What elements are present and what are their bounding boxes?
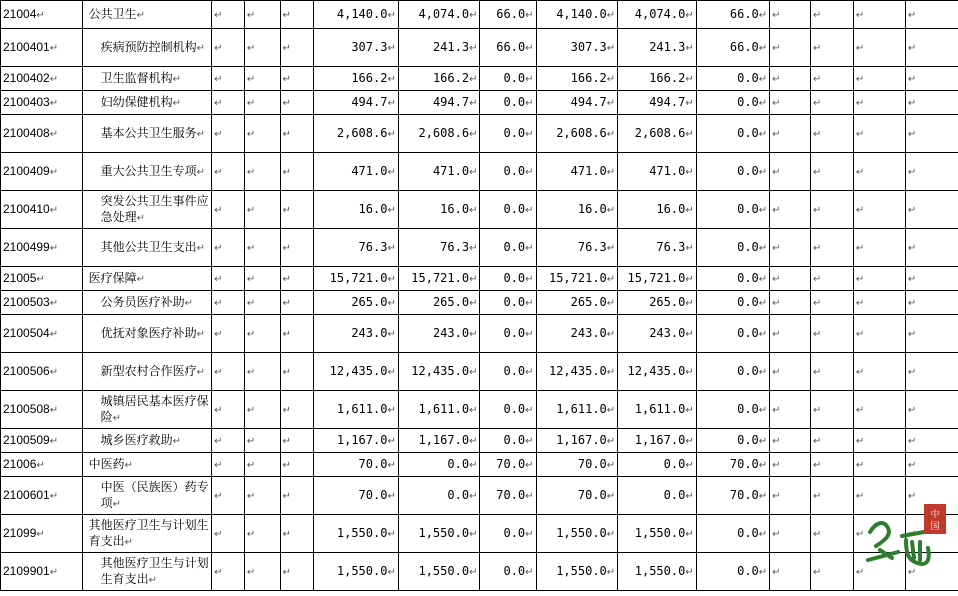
empty-cell: ↵ (853, 229, 905, 267)
empty-cell: ↵ (810, 67, 853, 91)
empty-cell: ↵ (905, 91, 958, 115)
empty-cell: ↵ (280, 477, 314, 515)
empty-cell: ↵ (212, 429, 245, 453)
empty-cell: ↵ (905, 153, 958, 191)
value-cell: 166.2↵ (314, 67, 399, 91)
value-cell: 70.0↵ (536, 477, 618, 515)
empty-cell: ↵ (244, 67, 280, 91)
value-cell: 12,435.0↵ (398, 353, 480, 391)
value-cell: 0.0↵ (480, 191, 536, 229)
value-cell: 241.3↵ (398, 29, 480, 67)
row-code-cell: 21004↵ (1, 1, 83, 29)
empty-cell: ↵ (853, 267, 905, 291)
table-row (1, 229, 958, 267)
value-cell: 4,074.0↵ (618, 1, 697, 29)
empty-cell: ↵ (280, 229, 314, 267)
value-cell: 243.0↵ (536, 315, 618, 353)
row-name-cell: 优抚对象医疗补助↵ (82, 315, 212, 353)
row-code-cell: 2100506↵ (1, 353, 83, 391)
row-name-cell: 其他公共卫生支出↵ (82, 229, 212, 267)
value-cell: 76.3↵ (398, 229, 480, 267)
value-cell: 15,721.0↵ (314, 267, 399, 291)
empty-cell: ↵ (212, 115, 245, 153)
value-cell: 0.0↵ (696, 229, 769, 267)
row-name-cell: 中医（民族医）药专项↵ (82, 477, 212, 515)
empty-cell: ↵ (280, 429, 314, 453)
value-cell: 1,550.0↵ (618, 515, 697, 553)
row-code-cell: 2100402↵ (1, 67, 83, 91)
value-cell: 494.7↵ (536, 91, 618, 115)
row-code-cell: 2100508↵ (1, 391, 83, 429)
value-cell: 307.3↵ (314, 29, 399, 67)
empty-cell: ↵ (905, 291, 958, 315)
empty-cell: ↵ (280, 91, 314, 115)
empty-cell: ↵ (280, 453, 314, 477)
empty-cell: ↵ (770, 153, 811, 191)
value-cell: 166.2↵ (398, 67, 480, 91)
empty-cell: ↵ (853, 477, 905, 515)
value-cell: 16.0↵ (536, 191, 618, 229)
row-name-cell: 公务员医疗补助↵ (82, 291, 212, 315)
value-cell: 4,074.0↵ (398, 1, 480, 29)
empty-cell: ↵ (810, 191, 853, 229)
row-name-cell: 医疗保障↵ (82, 267, 212, 291)
svg-text:中: 中 (930, 510, 940, 520)
value-cell: 76.3↵ (618, 229, 697, 267)
empty-cell: ↵ (280, 115, 314, 153)
empty-cell: ↵ (244, 191, 280, 229)
value-cell: 12,435.0↵ (536, 353, 618, 391)
empty-cell: ↵ (810, 291, 853, 315)
empty-cell: ↵ (853, 191, 905, 229)
empty-cell: ↵ (770, 315, 811, 353)
table-row (1, 153, 958, 191)
value-cell: 0.0↵ (480, 115, 536, 153)
value-cell: 0.0↵ (480, 91, 536, 115)
value-cell: 0.0↵ (696, 91, 769, 115)
empty-cell: ↵ (770, 429, 811, 453)
empty-cell: ↵ (244, 229, 280, 267)
value-cell: 0.0↵ (398, 453, 480, 477)
empty-cell: ↵ (810, 153, 853, 191)
value-cell: 2,608.6↵ (314, 115, 399, 153)
empty-cell: ↵ (770, 353, 811, 391)
value-cell: 0.0↵ (696, 391, 769, 429)
value-cell: 0.0↵ (480, 315, 536, 353)
empty-cell: ↵ (280, 1, 314, 29)
value-cell: 265.0↵ (314, 291, 399, 315)
value-cell: 1,550.0↵ (314, 515, 399, 553)
empty-cell: ↵ (280, 515, 314, 553)
value-cell: 16.0↵ (618, 191, 697, 229)
value-cell: 2,608.6↵ (618, 115, 697, 153)
empty-cell: ↵ (244, 553, 280, 591)
empty-cell: ↵ (770, 191, 811, 229)
value-cell: 76.3↵ (314, 229, 399, 267)
table-row (1, 515, 958, 553)
empty-cell: ↵ (853, 1, 905, 29)
table-row (1, 391, 958, 429)
row-name-cell: 重大公共卫生专项↵ (82, 153, 212, 191)
empty-cell: ↵ (244, 267, 280, 291)
value-cell: 1,611.0↵ (618, 391, 697, 429)
row-code-cell: 21005↵ (1, 267, 83, 291)
row-name-cell: 其他医疗卫生与计划生育支出↵ (82, 515, 212, 553)
empty-cell: ↵ (244, 1, 280, 29)
value-cell: 0.0↵ (480, 267, 536, 291)
value-cell: 0.0↵ (696, 267, 769, 291)
watermark-calligraphy (868, 523, 929, 564)
empty-cell: ↵ (280, 29, 314, 67)
table-row (1, 191, 958, 229)
empty-cell: ↵ (770, 67, 811, 91)
table-row (1, 115, 958, 153)
svg-text:国: 国 (930, 522, 940, 532)
empty-cell: ↵ (905, 429, 958, 453)
value-cell: 0.0↵ (696, 429, 769, 453)
empty-cell: ↵ (244, 453, 280, 477)
empty-cell: ↵ (853, 115, 905, 153)
value-cell: 4,140.0↵ (314, 1, 399, 29)
empty-cell: ↵ (212, 229, 245, 267)
table-row (1, 1, 958, 29)
value-cell: 471.0↵ (536, 153, 618, 191)
value-cell: 0.0↵ (696, 191, 769, 229)
empty-cell: ↵ (280, 291, 314, 315)
empty-cell: ↵ (853, 91, 905, 115)
value-cell: 265.0↵ (398, 291, 480, 315)
value-cell: 66.0↵ (480, 29, 536, 67)
table-row (1, 67, 958, 91)
empty-cell: ↵ (244, 153, 280, 191)
empty-cell: ↵ (244, 391, 280, 429)
table-row (1, 315, 958, 353)
empty-cell: ↵ (905, 315, 958, 353)
empty-cell: ↵ (810, 229, 853, 267)
value-cell: 0.0↵ (618, 477, 697, 515)
value-cell: 16.0↵ (314, 191, 399, 229)
value-cell: 12,435.0↵ (618, 353, 697, 391)
empty-cell: ↵ (280, 153, 314, 191)
empty-cell: ↵ (212, 553, 245, 591)
row-name-cell: 其他医疗卫生与计划生育支出↵ (82, 553, 212, 591)
value-cell: 1,167.0↵ (618, 429, 697, 453)
empty-cell: ↵ (853, 429, 905, 453)
empty-cell: ↵ (905, 1, 958, 29)
empty-cell: ↵ (770, 477, 811, 515)
value-cell: 0.0↵ (696, 115, 769, 153)
table-row (1, 553, 958, 591)
empty-cell: ↵ (905, 353, 958, 391)
watermark-logo (862, 502, 952, 572)
empty-cell: ↵ (853, 453, 905, 477)
value-cell: 70.0↵ (480, 477, 536, 515)
empty-cell: ↵ (905, 477, 958, 515)
empty-cell: ↵ (810, 115, 853, 153)
row-code-cell: 2100509↵ (1, 429, 83, 453)
empty-cell: ↵ (905, 267, 958, 291)
value-cell: 0.0↵ (618, 453, 697, 477)
empty-cell: ↵ (212, 67, 245, 91)
empty-cell: ↵ (244, 515, 280, 553)
empty-cell: ↵ (810, 91, 853, 115)
value-cell: 15,721.0↵ (398, 267, 480, 291)
value-cell: 4,140.0↵ (536, 1, 618, 29)
value-cell: 15,721.0↵ (618, 267, 697, 291)
value-cell: 66.0↵ (696, 1, 769, 29)
value-cell: 243.0↵ (398, 315, 480, 353)
empty-cell: ↵ (212, 153, 245, 191)
empty-cell: ↵ (810, 267, 853, 291)
value-cell: 471.0↵ (618, 153, 697, 191)
value-cell: 0.0↵ (480, 291, 536, 315)
value-cell: 0.0↵ (480, 391, 536, 429)
value-cell: 1,550.0↵ (536, 515, 618, 553)
value-cell: 16.0↵ (398, 191, 480, 229)
row-code-cell: 2100503↵ (1, 291, 83, 315)
empty-cell: ↵ (853, 553, 905, 591)
empty-cell: ↵ (810, 553, 853, 591)
value-cell: 0.0↵ (696, 353, 769, 391)
empty-cell: ↵ (853, 291, 905, 315)
value-cell: 494.7↵ (618, 91, 697, 115)
row-code-cell: 21006↵ (1, 453, 83, 477)
value-cell: 70.0↵ (696, 453, 769, 477)
empty-cell: ↵ (770, 91, 811, 115)
value-cell: 70.0↵ (314, 453, 399, 477)
row-code-cell: 2100410↵ (1, 191, 83, 229)
empty-cell: ↵ (770, 115, 811, 153)
value-cell: 66.0↵ (480, 1, 536, 29)
row-code-cell: 2100403↵ (1, 91, 83, 115)
empty-cell: ↵ (810, 453, 853, 477)
value-cell: 1,611.0↵ (536, 391, 618, 429)
value-cell: 1,550.0↵ (398, 553, 480, 591)
value-cell: 66.0↵ (696, 29, 769, 67)
row-code-cell: 2100401↵ (1, 29, 83, 67)
empty-cell: ↵ (770, 29, 811, 67)
empty-cell: ↵ (810, 353, 853, 391)
value-cell: 471.0↵ (398, 153, 480, 191)
value-cell: 166.2↵ (536, 67, 618, 91)
row-code-cell: 2100409↵ (1, 153, 83, 191)
row-code-cell: 2100504↵ (1, 315, 83, 353)
value-cell: 0.0↵ (480, 515, 536, 553)
value-cell: 0.0↵ (696, 67, 769, 91)
row-name-cell: 卫生监督机构↵ (82, 67, 212, 91)
empty-cell: ↵ (770, 1, 811, 29)
value-cell: 265.0↵ (618, 291, 697, 315)
value-cell: 1,167.0↵ (536, 429, 618, 453)
empty-cell: ↵ (905, 29, 958, 67)
value-cell: 15,721.0↵ (536, 267, 618, 291)
empty-cell: ↵ (244, 115, 280, 153)
value-cell: 265.0↵ (536, 291, 618, 315)
empty-cell: ↵ (212, 191, 245, 229)
empty-cell: ↵ (280, 315, 314, 353)
empty-cell: ↵ (770, 453, 811, 477)
value-cell: 0.0↵ (398, 477, 480, 515)
value-cell: 0.0↵ (696, 315, 769, 353)
empty-cell: ↵ (770, 267, 811, 291)
empty-cell: ↵ (212, 453, 245, 477)
row-code-cell: 2100499↵ (1, 229, 83, 267)
empty-cell: ↵ (853, 391, 905, 429)
empty-cell: ↵ (905, 553, 958, 591)
row-name-cell: 新型农村合作医疗↵ (82, 353, 212, 391)
value-cell: 1,550.0↵ (398, 515, 480, 553)
empty-cell: ↵ (244, 91, 280, 115)
value-cell: 0.0↵ (480, 229, 536, 267)
empty-cell: ↵ (853, 353, 905, 391)
empty-cell: ↵ (244, 429, 280, 453)
value-cell: 0.0↵ (480, 67, 536, 91)
empty-cell: ↵ (810, 515, 853, 553)
row-code-cell: 21099↵ (1, 515, 83, 553)
empty-cell: ↵ (810, 477, 853, 515)
table-row (1, 291, 958, 315)
row-name-cell: 基本公共卫生服务↵ (82, 115, 212, 153)
value-cell: 1,550.0↵ (314, 553, 399, 591)
row-name-cell: 突发公共卫生事件应急处理↵ (82, 191, 212, 229)
empty-cell: ↵ (212, 291, 245, 315)
value-cell: 1,611.0↵ (398, 391, 480, 429)
empty-cell: ↵ (212, 391, 245, 429)
empty-cell: ↵ (853, 67, 905, 91)
empty-cell: ↵ (280, 267, 314, 291)
empty-cell: ↵ (212, 267, 245, 291)
empty-cell: ↵ (770, 553, 811, 591)
value-cell: 471.0↵ (314, 153, 399, 191)
empty-cell: ↵ (905, 391, 958, 429)
value-cell: 1,550.0↵ (536, 553, 618, 591)
row-code-cell: 2100408↵ (1, 115, 83, 153)
table-row (1, 429, 958, 453)
empty-cell: ↵ (212, 91, 245, 115)
empty-cell: ↵ (244, 29, 280, 67)
value-cell: 0.0↵ (480, 153, 536, 191)
row-code-cell: 2100601↵ (1, 477, 83, 515)
value-cell: 0.0↵ (480, 353, 536, 391)
value-cell: 1,167.0↵ (314, 429, 399, 453)
value-cell: 70.0↵ (480, 453, 536, 477)
empty-cell: ↵ (280, 553, 314, 591)
value-cell: 243.0↵ (314, 315, 399, 353)
value-cell: 70.0↵ (536, 453, 618, 477)
value-cell: 76.3↵ (536, 229, 618, 267)
table-row (1, 91, 958, 115)
empty-cell: ↵ (810, 1, 853, 29)
empty-cell: ↵ (212, 477, 245, 515)
row-name-cell: 中医药↵ (82, 453, 212, 477)
value-cell: 166.2↵ (618, 67, 697, 91)
value-cell: 2,608.6↵ (536, 115, 618, 153)
value-cell: 1,550.0↵ (618, 553, 697, 591)
value-cell: 70.0↵ (314, 477, 399, 515)
empty-cell: ↵ (244, 291, 280, 315)
empty-cell: ↵ (905, 115, 958, 153)
row-name-cell: 疾病预防控制机构↵ (82, 29, 212, 67)
empty-cell: ↵ (244, 353, 280, 391)
value-cell: 0.0↵ (696, 153, 769, 191)
empty-cell: ↵ (905, 191, 958, 229)
empty-cell: ↵ (212, 353, 245, 391)
empty-cell: ↵ (280, 67, 314, 91)
value-cell: 70.0↵ (696, 477, 769, 515)
empty-cell: ↵ (853, 515, 905, 553)
value-cell: 0.0↵ (696, 515, 769, 553)
row-name-cell: 公共卫生↵ (82, 1, 212, 29)
table-row (1, 267, 958, 291)
row-name-cell: 妇幼保健机构↵ (82, 91, 212, 115)
value-cell: 0.0↵ (696, 553, 769, 591)
value-cell: 0.0↵ (480, 429, 536, 453)
value-cell: 1,611.0↵ (314, 391, 399, 429)
empty-cell: ↵ (212, 515, 245, 553)
empty-cell: ↵ (280, 191, 314, 229)
empty-cell: ↵ (810, 29, 853, 67)
empty-cell: ↵ (853, 315, 905, 353)
table-row (1, 353, 958, 391)
row-name-cell: 城镇居民基本医疗保险↵ (82, 391, 212, 429)
empty-cell: ↵ (770, 391, 811, 429)
empty-cell: ↵ (853, 29, 905, 67)
empty-cell: ↵ (905, 229, 958, 267)
empty-cell: ↵ (853, 153, 905, 191)
empty-cell: ↵ (280, 353, 314, 391)
empty-cell: ↵ (212, 29, 245, 67)
value-cell: 241.3↵ (618, 29, 697, 67)
value-cell: 1,167.0↵ (398, 429, 480, 453)
empty-cell: ↵ (770, 229, 811, 267)
value-cell: 2,608.6↵ (398, 115, 480, 153)
empty-cell: ↵ (770, 291, 811, 315)
empty-cell: ↵ (810, 429, 853, 453)
value-cell: 0.0↵ (696, 291, 769, 315)
empty-cell: ↵ (905, 515, 958, 553)
empty-cell: ↵ (770, 515, 811, 553)
empty-cell: ↵ (810, 391, 853, 429)
value-cell: 0.0↵ (480, 553, 536, 591)
empty-cell: ↵ (212, 1, 245, 29)
table-row (1, 477, 958, 515)
value-cell: 12,435.0↵ (314, 353, 399, 391)
value-cell: 494.7↵ (314, 91, 399, 115)
empty-cell: ↵ (212, 315, 245, 353)
table-body (1, 1, 958, 591)
value-cell: 243.0↵ (618, 315, 697, 353)
empty-cell: ↵ (905, 453, 958, 477)
table-row (1, 29, 958, 67)
value-cell: 307.3↵ (536, 29, 618, 67)
empty-cell: ↵ (905, 67, 958, 91)
value-cell: 494.7↵ (398, 91, 480, 115)
row-code-cell: 2109901↵ (1, 553, 83, 591)
empty-cell: ↵ (244, 477, 280, 515)
row-name-cell: 城乡医疗救助↵ (82, 429, 212, 453)
table-row (1, 453, 958, 477)
empty-cell: ↵ (280, 391, 314, 429)
empty-cell: ↵ (810, 315, 853, 353)
empty-cell: ↵ (244, 315, 280, 353)
